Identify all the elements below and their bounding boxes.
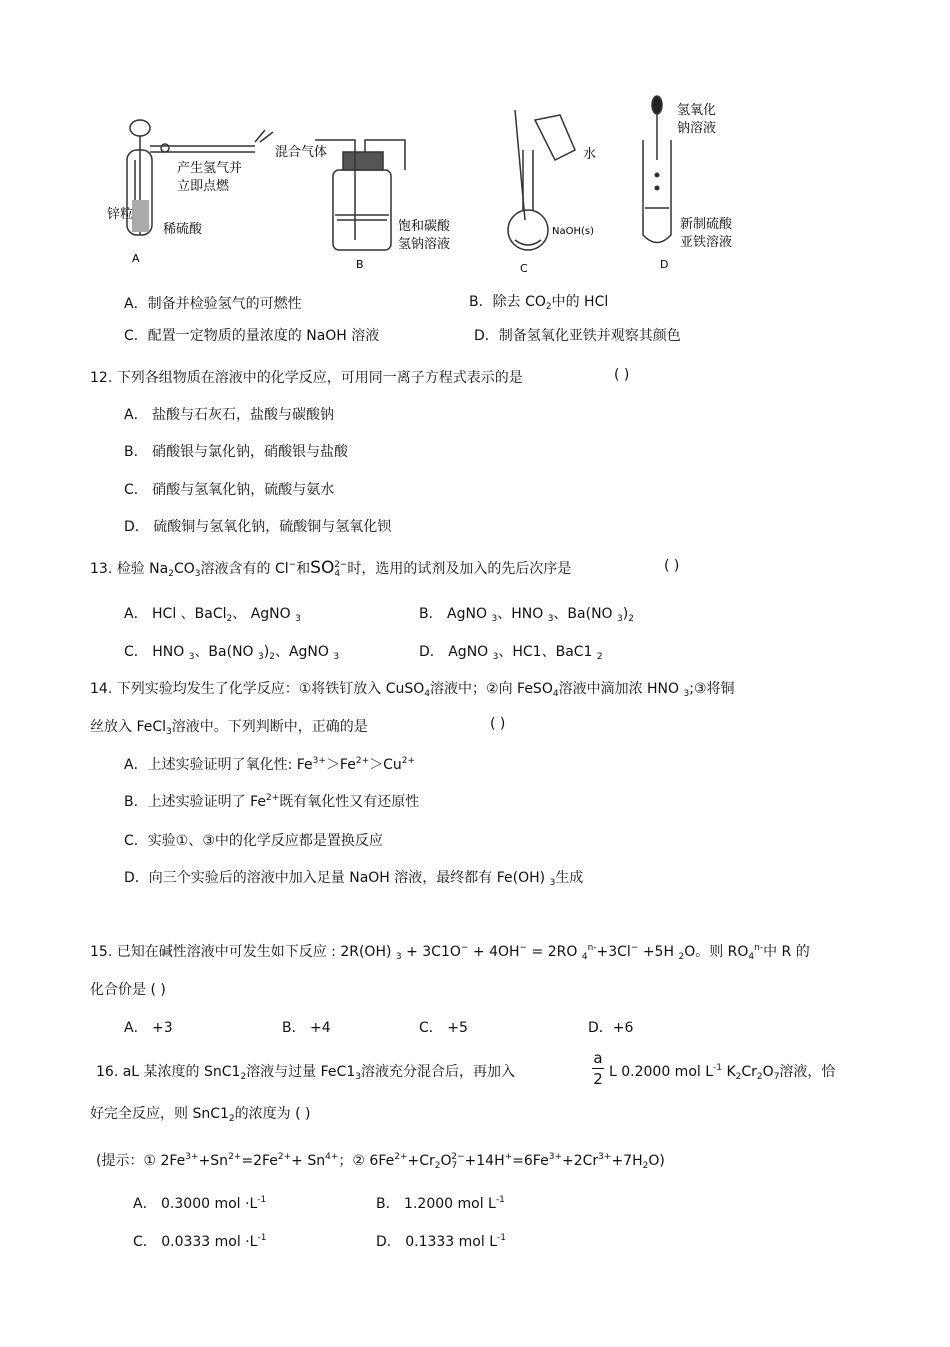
q14-stem-line2: 丝放入 FeCl$_3$溶液中。下列判断中，正确的是	[90, 719, 368, 737]
d-label: D	[660, 258, 669, 271]
q15-option-a: A． +3	[124, 1020, 173, 1036]
apparatus-figure	[107, 90, 755, 280]
q11-option-d: D．制备氢氧化亚铁并观察其颜色	[474, 328, 681, 344]
q13-option-a: A． HCl 、BaCl$_2$、 AgNO $_3$	[124, 606, 301, 624]
q15-stem: 15. 已知在碱性溶液中可发生如下反应 : 2R(OH) $_3$ + 3C1O− + 4OH− = 2RO $_4^{n-}$+3Cl− +5H $_2$O。则 $RO_4^{n-}$中 R 的	[90, 943, 810, 962]
q16-option-a: A． 0.3000 mol $\cdot L^{-1}$	[133, 1195, 267, 1212]
d-bot1: 新制硫酸	[680, 217, 733, 232]
b-label: B	[356, 258, 364, 271]
q14-option-b: B．上述实验证明了 $Fe^{2+}$既有氧化性又有还原性	[124, 793, 420, 810]
a-flame-text2: 立即点燃	[177, 179, 230, 194]
q12-option-b: B． 硝酸银与氯化钠，硝酸银与盐酸	[124, 444, 349, 460]
q12-option-a: A． 盐酸与石灰石，盐酸与碳酸钠	[124, 407, 335, 423]
q14-paren: ( )	[490, 716, 506, 732]
c-water: 水	[583, 147, 597, 162]
a-flame-text1: 产生氢气并	[177, 161, 243, 176]
a-acid: 稀硫酸	[163, 222, 203, 237]
q13-option-d: D． AgNO $_3$、HC1、BaC1 $_2$	[419, 644, 603, 662]
d-bot2: 亚铁溶液	[680, 235, 733, 250]
q16-stem-line2: 好完全反应，则 $SnC1_2$的浓度为 ( )	[90, 1106, 311, 1124]
q15-option-d: D．+6	[588, 1020, 634, 1036]
a-zinc: 锌粒	[107, 207, 134, 222]
q13-stem: 13. 检验 $Na_2CO_3$溶液含有的 Cl−和$SO_4^{2-}$时，选用的试剂及加入的先后次序是	[90, 558, 572, 579]
q13-option-c: C． HNO $_3$、Ba(NO $_3)_2$、AgNO $_3$	[124, 644, 340, 662]
q14-option-d: D．向三个实验后的溶液中加入足量 NaOH 溶液，最终都有 Fe(OH) $_3$生成	[124, 870, 584, 888]
q16-option-c: C． 0.0333 mol $\cdot L^{-1}$	[133, 1233, 267, 1250]
apparatus-b	[315, 140, 405, 250]
c-label: C	[520, 262, 528, 275]
q13-paren: ( )	[664, 558, 680, 574]
q16-concentration: L 0.2000 mol $L^{-1}$ $K_2Cr_2O_7$溶液，恰	[609, 1063, 836, 1082]
apparatus-a	[127, 120, 273, 235]
q12-option-c: C． 硝酸与氢氧化钠，硫酸与氨水	[124, 482, 335, 498]
q16-option-d: D． 0.1333 mol $L^{-1}$	[376, 1233, 506, 1250]
q12-paren: ( )	[614, 367, 630, 383]
a-label: A	[132, 252, 140, 265]
b-gas: 混合气体	[275, 145, 328, 160]
q13-option-b: B． AgNO $_3$、HNO $_3$、Ba(NO $_3)_2$	[419, 606, 634, 624]
q11-option-b: B．除去 $CO_2$中的 HCl	[469, 294, 609, 312]
b-sol2: 氢钠溶液	[398, 237, 451, 252]
q14-option-a: A．上述实验证明了氧化性: $Fe^{3+}>Fe^{2+}>Cu^{2+}$	[124, 756, 416, 773]
d-top2: 钠溶液	[677, 121, 717, 136]
q15-stem-line2: 化合价是 ( )	[90, 982, 166, 998]
q16-stem-line1: 16. aL 某浓度的 $SnC1_2$溶液与过量 $FeC1_3$溶液充分混合后，再加入	[96, 1064, 515, 1082]
q12-stem: 12. 下列各组物质在溶液中的化学反应，可用同一离子方程式表示的是	[90, 370, 523, 386]
q16-fraction: a 2	[593, 1049, 603, 1088]
q12-option-d: D． 硫酸铜与氢氧化钠，硫酸铜与氢氧化钡	[124, 519, 392, 535]
c-naoh: NaOH(s)	[552, 226, 595, 237]
q11-option-a: A．制备并检验氢气的可燃性	[124, 296, 302, 312]
b-sol1: 饱和碳酸	[398, 219, 451, 234]
q14-option-c: C．实验①、③中的化学反应都是置换反应	[124, 833, 383, 849]
q16-option-b: B． 1.2000 mol $L^{-1}$	[376, 1195, 505, 1212]
q15-option-c: C． +5	[419, 1020, 468, 1036]
apparatus-d	[643, 96, 671, 243]
q15-option-b: B． +4	[282, 1020, 331, 1036]
q14-stem-line1: 14. 下列实验均发生了化学反应：①将铁钉放入 CuSO$_4$溶液中；②向 FeSO$_4$溶液中滴加浓 HNO $_3$;③将铜	[90, 681, 735, 699]
q16-hint: (提示：① $2Fe^{3+}+Sn^{2+}=2Fe^{2+}+ Sn^{4+}$；② $6Fe^{2+}+Cr_2O_7^{2-}+14H^+=6Fe^{3+}+2Cr^{3+}+7H_2O$)	[96, 1152, 665, 1171]
q11-option-c: C．配置一定物质的量浓度的 NaOH 溶液	[124, 328, 380, 344]
d-top1: 氢氧化	[677, 103, 717, 118]
